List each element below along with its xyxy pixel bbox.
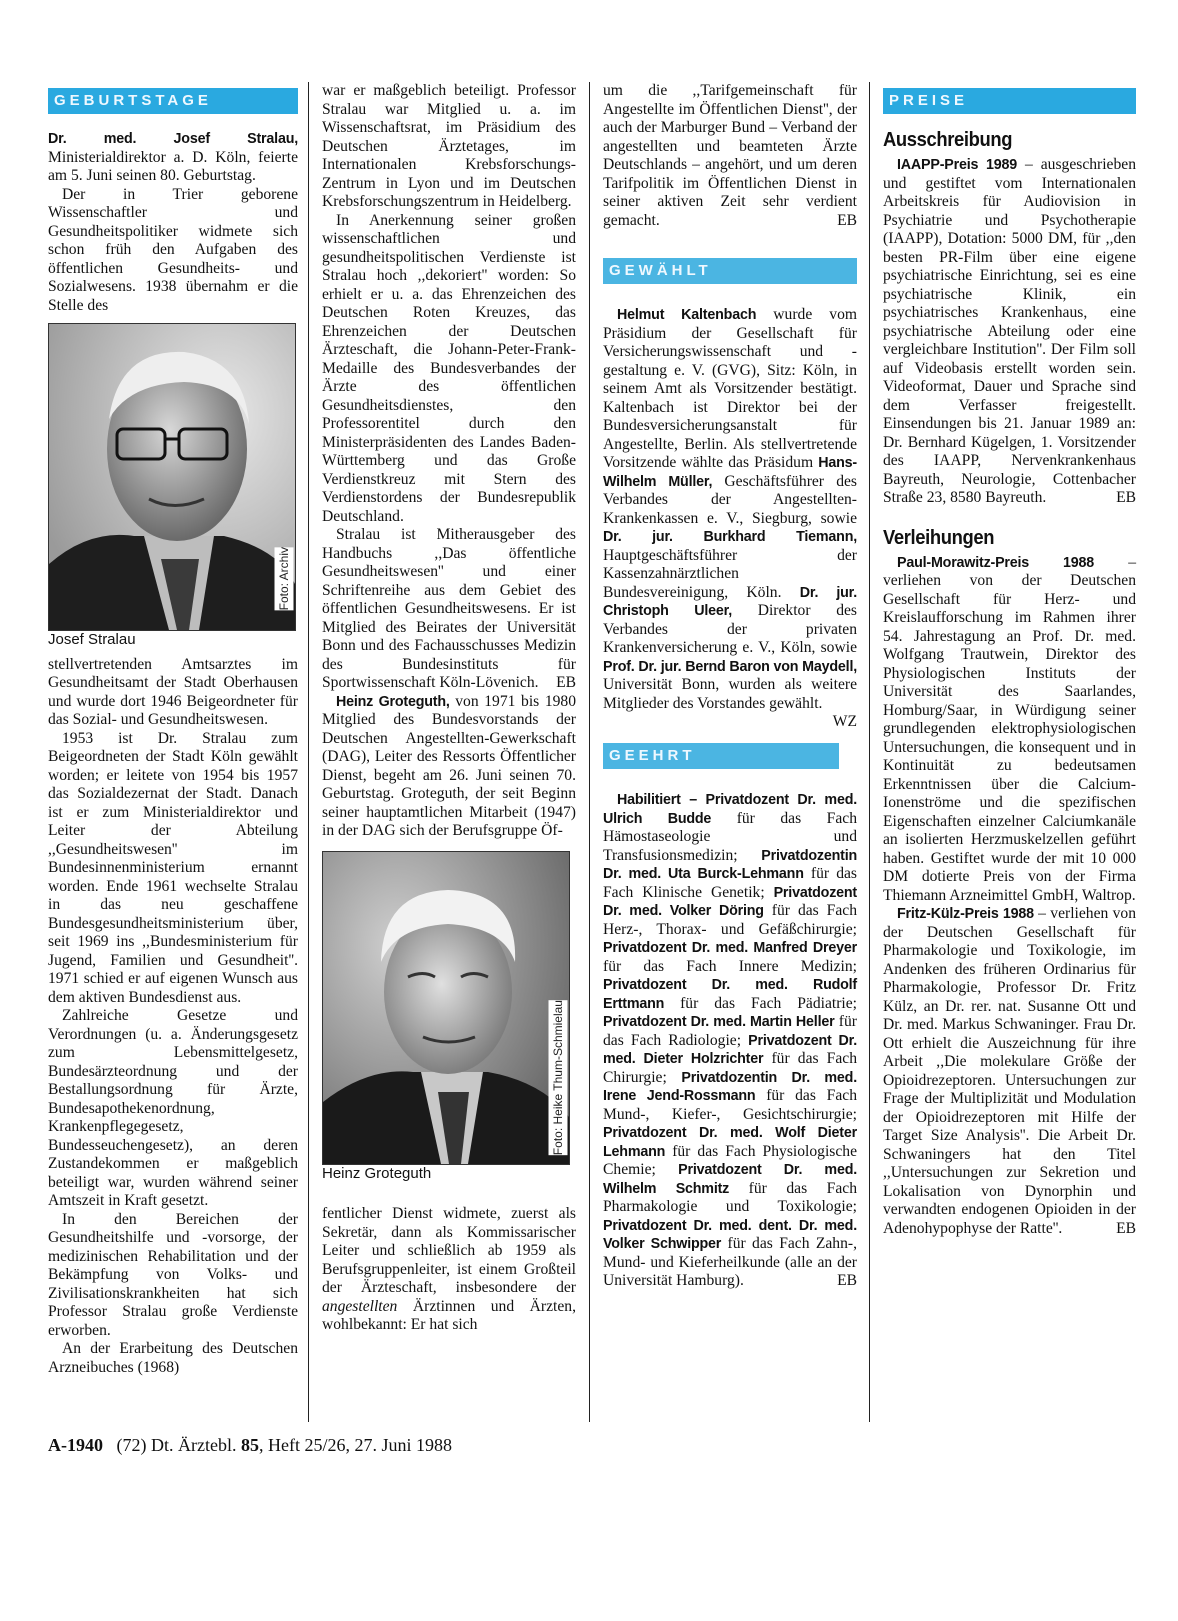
- groteguth-paragraph-2: fentlicher Dienst widmete, zuerst als Sekretär, dann als Kommissarischer Leiter und schließlich ab 1959 als Berufsgruppenleiter, ist einem Großteil der Ärzteschaft, insbesondere der angestellten Ärztinnen und Ärzten, wohlbekannt: Er hat sich: [322, 1205, 576, 1333]
- signature-eb: EB: [837, 1272, 857, 1289]
- subhead-verleihungen: Verleihungen: [883, 526, 995, 549]
- groteguth-intro: Heinz Groteguth, von 1971 bis 1980 Mitglied des Bundesvorstands der Deutschen Angestellten-Gewerkschaft (DAG), Leiter des Ressorts Öffentlicher Dienst, begeht am 26. Juni seinen 70. Geburtstag. Groteguth, der seit Beginn seiner hauptamtlichen Mitarbeit (1947) in der DAG sich der Berufsgruppe Öf-: [322, 692, 577, 839]
- column-3: [603, 82, 857, 1291]
- photo-caption-stralau: Josef Stralau: [48, 631, 136, 648]
- photo-credit-stralau: Foto: Archiv: [275, 547, 294, 610]
- stralau-paragraph-2: Der in Trier geborene Wissenschaftler und Gesundheitspolitiker widmete sich schon früh den Aufgaben des öffentlichen Gesundheits- und Sozialwesens. 1938 übernahm er die Stelle des: [48, 185, 298, 314]
- stralau-paragraph-7: An der Erarbeitung des Deutschen Arzneibuches (1968): [48, 1340, 298, 1376]
- column-rule-1: [308, 82, 309, 1422]
- column-rule-2: [589, 82, 590, 1422]
- stralau-name: Dr. med. Josef Stralau,: [48, 131, 298, 147]
- groteguth-name: Heinz Groteguth,: [336, 693, 450, 710]
- column-2: [322, 82, 576, 1335]
- photo-caption-groteguth: Heinz Groteguth: [322, 1164, 432, 1182]
- stralau-paragraph-6: In den Bereichen der Gesundheitshilfe und -vorsorge, der medizinischen Rehabilitation und der Bekämpfung von Volks- und Zivilisationskrankheiten hat sich Professor Stralau große Verdienste erworben.: [48, 1210, 298, 1339]
- gewaehlt-text: Helmut Kaltenbach wurde vom Präsidium der Gesellschaft für Versicherungswissenschaft und -gestaltung e. V. (GVG), Sitz: Köln, in seinem Amt als Vorsitzender bestätigt. Kaltenbach ist Direktor bei der Bundesversicherungsanstalt für Angestellte, Berlin. Als stellvertretende Vorsitzende wählte das Präsidum Hans-Wilhelm Müller, Geschäftsführer des Verbandes der Angestellten-Krankenkassen e. V., Siegburg, sowie Dr. jur. Burkhard Tiemann, Hauptgeschäftsführer der Kassenzahnärztlichen Bundesvereinigung, Köln. Dr. jur. Christoph Uleer, Direktor des Verbandes der privaten Krankenversicherung e. V., Köln, sowie Prof. Dr. jur. Bernd Baron von Maydell, Universität Bonn, wurden als weitere Mitglieder des Vorstandes gewählt. WZ: [603, 306, 857, 730]
- stralau-paragraph-10: Stralau ist Mitherausgeber des Handbuchs ,,Das öffentliche Gesundheitswesen'' und einer Schriftenreihe aus dem Gebiet des öffentlichen Gesundheitswesens. Er ist Mitglied des Beirates der Universität Bonn und des Fachausschusses Medizin des Bundesinstituts für Sportwissenschaft Köln-Lövenich. EB: [322, 526, 576, 691]
- signature-eb: EB: [556, 674, 576, 691]
- section-gewaehlt: GEWÄHLT: [603, 258, 857, 284]
- verleihung-morawitz: Paul-Morawitz-Preis 1988 – verliehen von der Deutschen Gesellschaft für Herz- und Kreislaufforschung im Rahmen ihrer 54. Jahrestagung an Prof. Dr. med. Wolfgang Trautwein, Direktor des Physiologischen Instituts der Universität des Saarlandes, Homburg/Saar, in Würdigung seiner grundlegenden elektrophysiologischen Untersuchungen, die konsequent und in Kontinuität zu bedeutsamen Erkenntnissen über die Calcium-Ionenströme und die spezifischen Eigenschaften einzelner Calciumkanäle an isolierten Herzmuskelzellen geführt haben. Gestiftet wurde der mit 10 000 DM dotierte Preis von der Firma Thiemann Arzneimittel GmbH, Waltrop.: [883, 553, 1136, 904]
- page-number: A-1940: [48, 1435, 103, 1455]
- stralau-photo: [48, 323, 296, 631]
- column-4: [883, 82, 1136, 1238]
- portrait-image-stralau: [49, 324, 295, 630]
- signature-eb: EB: [1116, 489, 1136, 506]
- signature-wz: WZ: [832, 713, 857, 730]
- section-geburtstage: GEBURTSTAGE: [48, 88, 298, 114]
- stralau-intro: Dr. med. Josef Stralau, Ministerialdirektor a. D. Köln, feierte am 5. Juni seinen 80. Geburtstag.: [48, 131, 298, 184]
- page-footer: A-1940 (72) Dt. Ärztebl. 85, Heft 25/26, 27. Juni 1988: [48, 1435, 452, 1455]
- portrait-image-groteguth: [323, 852, 569, 1164]
- signature-eb: EB: [837, 211, 857, 229]
- signature-eb: EB: [1116, 1219, 1136, 1237]
- verleihung-kuelz: Fritz-Külz-Preis 1988 – verliehen von der Deutschen Gesellschaft für Pharmakologie und Toxikologie, im Andenken des früheren Ordinarius für Pharmakologie, Professor Dr. Fritz Külz, an Dr. rer. nat. Susanne Ott und Dr. med. Markus Schwaninger. Frau Dr. Ott erhielt die Auszeichnung für ihre Arbeit ,,Die molekulare Größe der Opioidrezeptoren. Untersuchungen zur Frage der Multiplizität und Modulation der Opioidrezeptoren mit Hilfe der Target Size Analysis''. Die Arbeit Dr. Schwaningers hat den Titel ,,Untersuchungen zur Sekretion und Lokalisation von Dynorphin und verwandten endogenen Opioiden in der Adenohypophyse der Ratte''. EB: [883, 905, 1136, 1237]
- column-1: [48, 82, 298, 1377]
- ausschreibung-text: IAAPP-Preis 1989 – ausgeschrieben und gestiftet vom Internationalen Arbeitskreis für Audiovision in Psychiatrie und Psychotherapie (IAAPP), Dotation: 5000 DM, für ,,den besten PR-Film über eine eigene psychiatrische Einrichtung, sei es eine psychiatrische Klinik, ein psychiatrisches Krankenhaus, eine psychiatrische Abteilung oder eine vergleichbare Institution''. Der Film soll auf Videobasis erstellt worden sein. Videoformat, Dauer und Sprache sind dem Verfasser freigestellt. Einsendungen bis 21. Januar 1989 an: Dr. Bernhard Kügelgen, 1. Vorsitzender des IAAPP, Nervenkrankenhaus Bayreuth, Neurologie, Cottenbacher Straße 23, 8580 Bayreuth. EB: [883, 156, 1136, 506]
- stralau-paragraph-5: Zahlreiche Gesetze und Verordnungen (u. a. Änderungsgesetz zum Lebensmittelgesetz, Bundesärzteordnung und der Bestallungsordnung für Ärzte, Bundesapothekenordnung, Krankenpflegegesetz, Bundesseuchengesetz), an deren Zustandekommen er maßgeblich beteiligt war, wurden während seiner Amtszeit in Kraft gesetzt.: [48, 1007, 298, 1209]
- subhead-ausschreibung: Ausschreibung: [883, 129, 1013, 151]
- stralau-paragraph-3: stellvertretenden Amtsarztes im Gesundheitsamt der Stadt Oberhausen und wurde dort 1946 Beigeordneter für das Sozial- und Gesundheitswesen.: [48, 655, 298, 728]
- section-preise: PREISE: [883, 88, 1136, 114]
- groteguth-paragraph-3: um die ,,Tarifgemeinschaft für Angestellte im Öffentlichen Dienst'', der auch der Marburger Bund – Verband der angestellten und beamteten Ärzte Deutschlands – angehört, und um deren Tarifpolitik im Öffentlichen Dienst in seiner aktiven Zeit sehr verdient gemacht. EB: [603, 82, 857, 229]
- groteguth-photo: [322, 851, 570, 1165]
- photo-credit-groteguth: Foto: Heike Thum-Schmielau: [549, 1000, 568, 1155]
- section-geehrt: GEEHRT: [603, 743, 839, 769]
- stralau-paragraph-8: war er maßgeblich beteiligt. Professor Stralau war Mitglied u. a. im Wissenschaftsrat, im Präsidium des Deutschen Ärztetages, im Internationalen Krebsforschungs-Zentrum in Lyon und im Deutschen Krebsforschungszentrum in Heidelberg.: [322, 82, 576, 210]
- geehrt-text: Habilitiert – Privatdozent Dr. med. Ulrich Budde für das Fach Hämostaseologie und Transfusionsmedizin; Privatdozentin Dr. med. Uta Burck-Lehmann für das Fach Klinische Genetik; Privatdozent Dr. med. Volker Döring für das Fach Herz-, Thorax- und Gefäßchirurgie; Privatdozent Dr. med. Manfred Dreyer für das Fach Innere Medizin; Privatdozent Dr. med. Rudolf Erttmann für das Fach Pädiatrie; Privatdozent Dr. med. Martin Heller für das Fach Radiologie; Privatdozent Dr. med. Dieter Holzrichter für das Fach Chirurgie; Privatdozentin Dr. med. Irene Jend-Rossmann für das Fach Mund-, Kiefer-, Gesichtschirurgie; Privatdozent Dr. med. Wolf Dieter Lehmann für das Fach Physiologische Chemie; Privatdozent Dr. med. Wilhelm Schmitz für das Fach Pharmakologie und Toxikologie; Privatdozent Dr. med. dent. Dr. med. Volker Schwipper für das Fach Zahn-, Mund- und Kieferheilkunde (alle an der Universität Hamburg). EB: [603, 792, 858, 1289]
- stralau-paragraph-4: 1953 ist Dr. Stralau zum Beigeordneten der Stadt Köln gewählt worden; er leitete von 1954 bis 1957 das Sozialdezernat der Stadt. Danach ist er zum Ministerialdirektor und Leiter der Abteilung ,,Gesundheitswesen'' im Bundesinnenministerium ernannt worden. Ende 1961 wechselte Stralau in das neu geschaffene Bundesgesundheitsministerium über, seit 1969 ins ,,Bundesministerium für Jugend, Familien und Gesundheit''. 1971 schied er auf eigenen Wunsch aus dem aktiven Bundesdienst aus.: [48, 729, 298, 1006]
- column-rule-3: [869, 82, 870, 1422]
- stralau-paragraph-9: In Anerkennung seiner großen wissenschaftlichen und gesundheitspolitischen Verdienste ist Stralau hoch ,,dekoriert'' worden: So erhielt er u. a. das Ehrenzeichen des Deutschen Roten Kreuzes, das Ehrenzeichen der Deutschen Ärzteschaft, die Johann-Peter-Frank-Medaille des Bundesverbandes der Ärzte des öffentlichen Gesundheitsdienstes, den Professorentitel durch den Ministerpräsidenten des Landes Baden-Württemberg und das Große Verdienstkreuz mit Stern des Verdienstordens der Bundesrepublik Deutschland.: [322, 211, 576, 525]
